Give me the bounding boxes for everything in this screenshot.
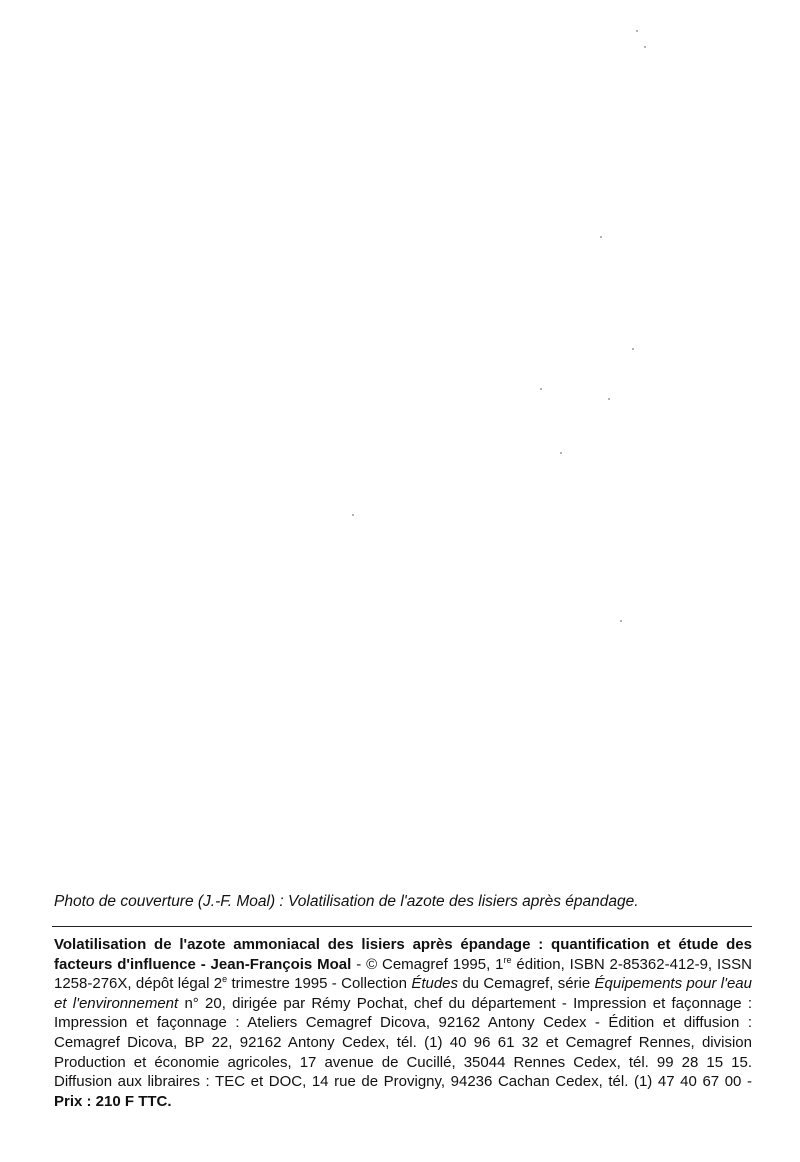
scan-speck [600, 236, 602, 238]
edition-superscript: re [503, 954, 512, 965]
collection-name: Études [411, 975, 459, 993]
scan-speck [620, 620, 622, 622]
colophon-text: du Cemagref, série [458, 975, 595, 993]
colophon-text: - © Cemagref 1995, 1 [351, 955, 504, 973]
scan-speck [540, 388, 542, 390]
scan-speck [352, 514, 354, 516]
scan-speck [636, 30, 638, 32]
scan-speck [644, 46, 646, 48]
price: Prix : 210 F TTC. [54, 1092, 172, 1110]
colophon-text: édition, ISBN 2-85362-412-9, ISSN 1258-276X, dépôt légal 2 [54, 955, 752, 993]
colophon-title: Volatilisation de l'azote ammoniacal des lisiers après épandage : quantification et étude des facteurs d'influence - Jean-François Moal [54, 936, 752, 973]
colophon-text: n° 20, dirigée par Rémy Pochat, chef du département - Impression et façonnage : Impression et façonnage : Ateliers Cemagref Dicova, 92162 Antony Cedex - Édition et diffusion : Cemagref Dicova, BP 22, 92162 Antony Cedex, tél. (1) 40 96 61 32 et Cemagref Rennes, division Production et économie agricoles, 17 avenue de Cucillé, 35044 Rennes Cedex, tél. 99 28 15 15. Diffusion aux libraires : TEC et DOC, 14 rue de Provigny, 94236 Cachan Cedex, tél. (1) 47 40 67 00 - [54, 994, 752, 1091]
trimestre-superscript: e [222, 974, 228, 985]
colophon-text: trimestre 1995 - Collection [227, 975, 412, 993]
scan-speck [560, 452, 562, 454]
scan-speck [608, 398, 610, 400]
scan-speck [632, 348, 634, 350]
colophon [54, 935, 752, 1111]
series-name: Équipements pour l'eau et l'environnement [54, 975, 752, 1012]
divider-line [52, 926, 752, 927]
cover-photo-caption: Photo de couverture (J.-F. Moal) : Volatilisation de l'azote des lisiers après épandage. [54, 893, 639, 910]
